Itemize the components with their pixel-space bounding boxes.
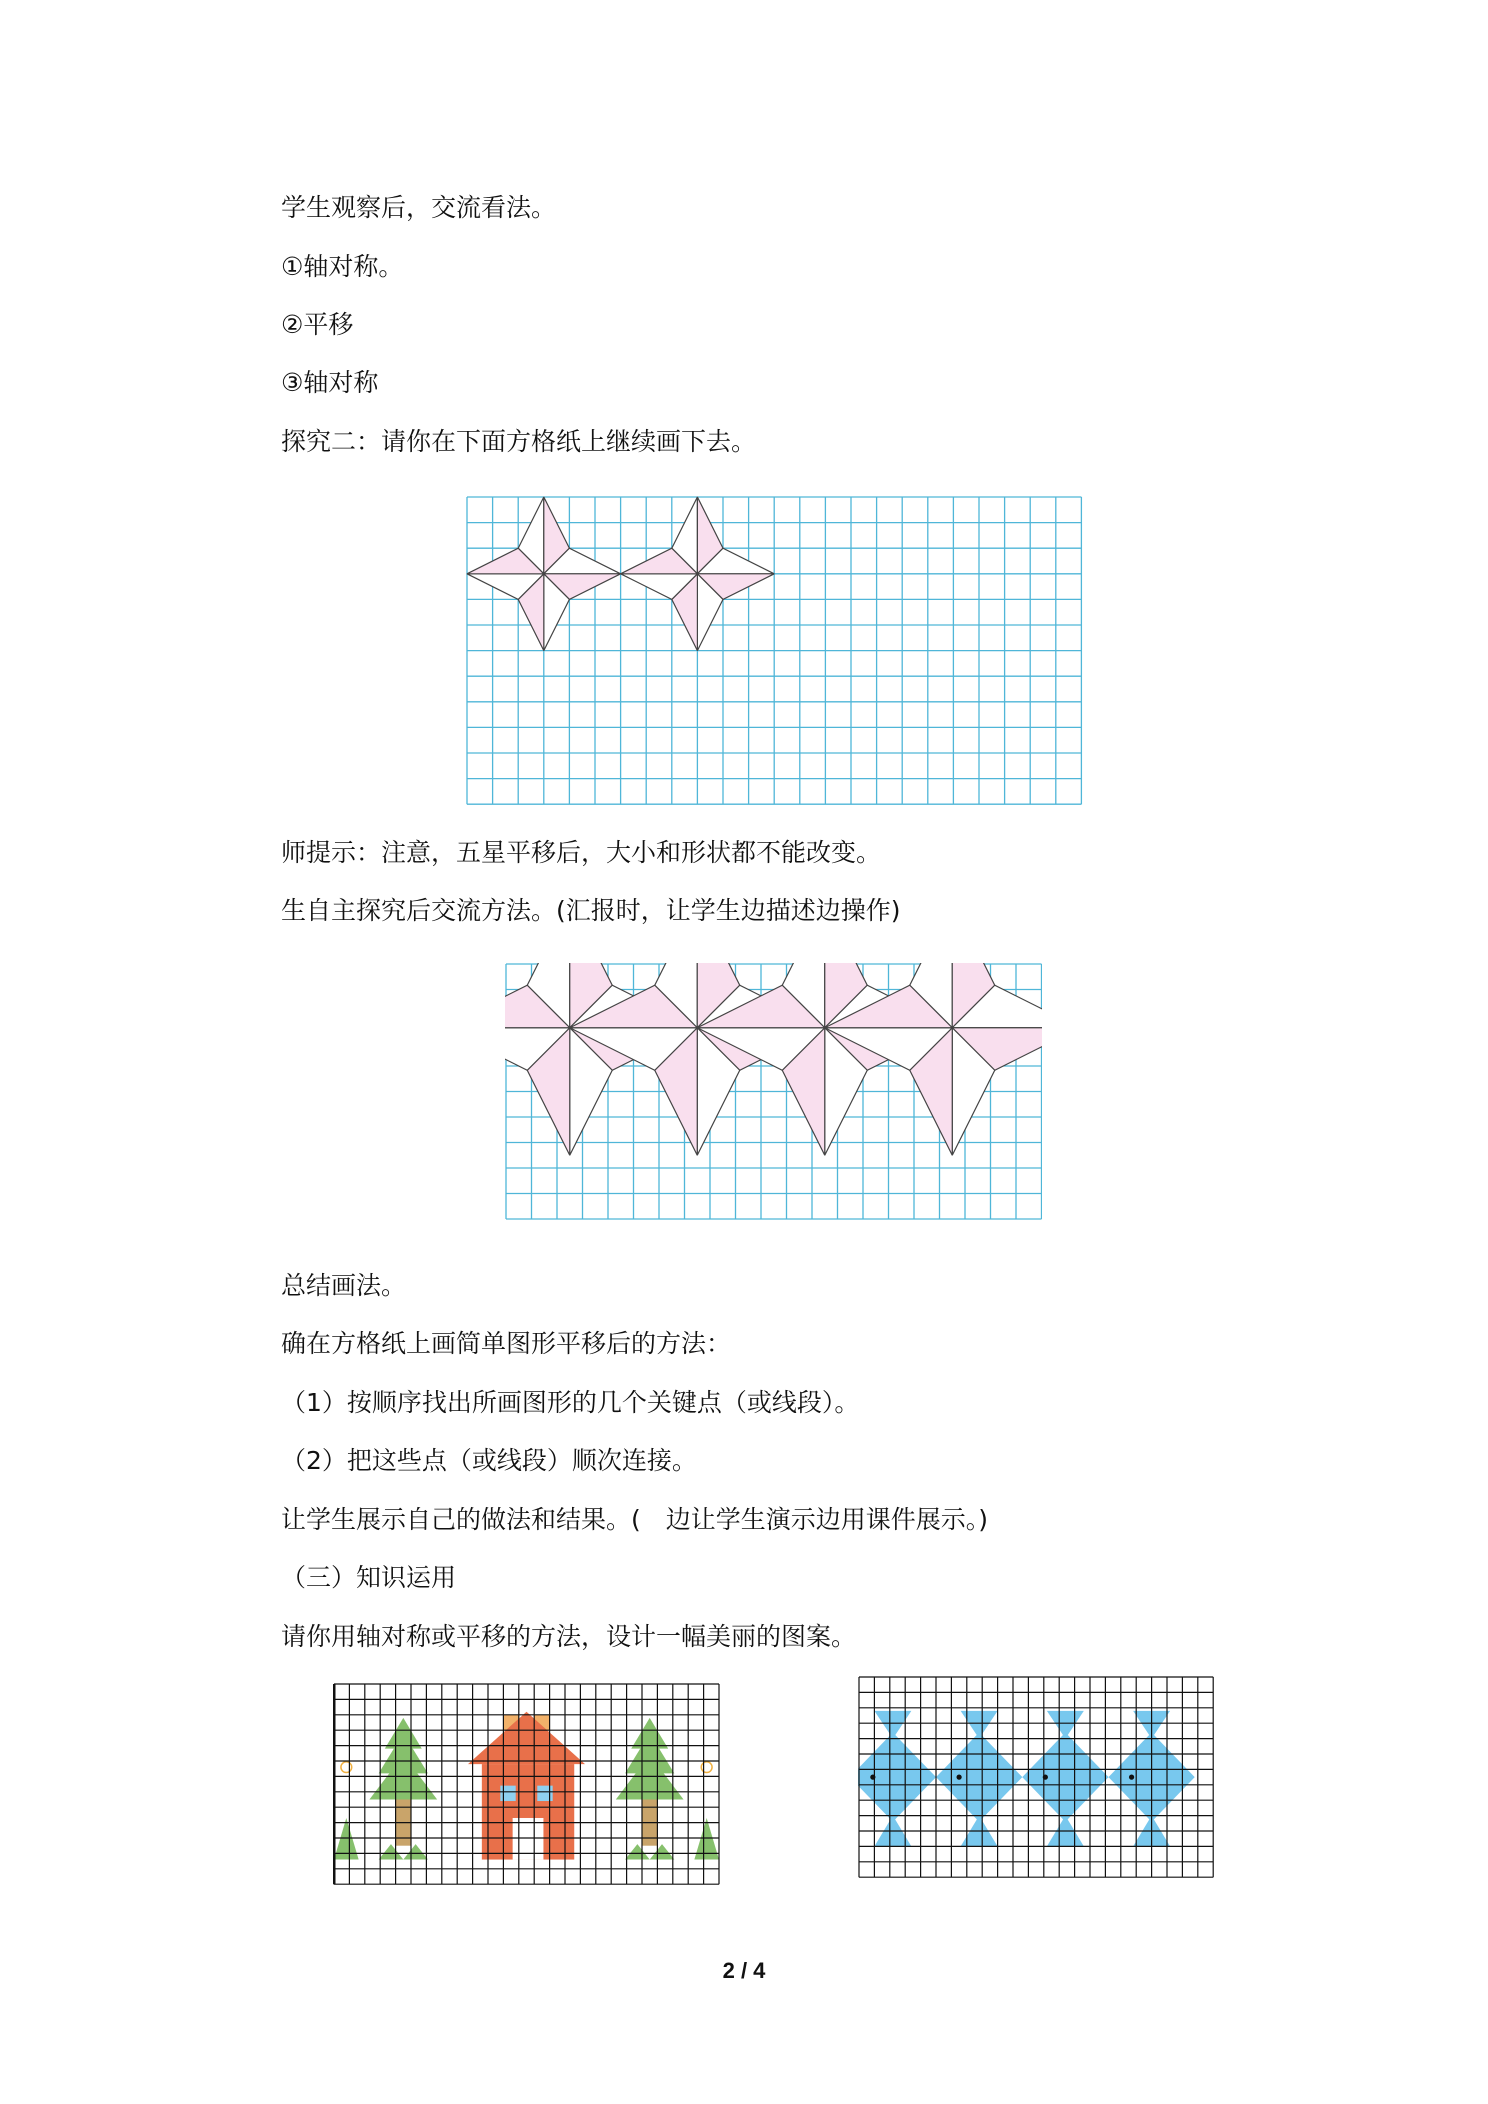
- fish-tail-2: [919, 1760, 936, 1794]
- house-window-right: [537, 1786, 552, 1801]
- text-line-1: 学生观察后，交流看法。: [281, 193, 557, 222]
- text-line-6: 师提示：注意，五星平移后，大小和形状都不能改变。: [281, 838, 882, 867]
- house-tree-pattern-grid: [333, 1683, 723, 1891]
- flower-left: [341, 1762, 352, 1773]
- house-roof: [468, 1712, 585, 1764]
- text-line-12: 让学生展示自己的做法和结果。( 边让学生演示边用课件展示。): [281, 1505, 989, 1534]
- star-grid-exercise: [466, 496, 1083, 805]
- text-line-3: ②平移: [281, 310, 354, 339]
- fish-eye-2: [957, 1775, 962, 1780]
- text-line-7: 生自主探究后交流方法。(汇报时，让学生边描述边操作): [281, 896, 901, 925]
- tree-grass-left: [379, 1844, 428, 1859]
- star-shape: [467, 497, 621, 651]
- fish-drawing: [858, 1711, 1195, 1847]
- text-line-4: ③轴对称: [281, 368, 379, 397]
- fish-pattern-grid: [858, 1676, 1216, 1888]
- fish-tail-3: [1005, 1760, 1022, 1794]
- text-line-9: 确在方格纸上画简单图形平移后的方法：: [281, 1329, 732, 1358]
- fish-eye-4: [1129, 1775, 1134, 1780]
- house-window-left: [500, 1786, 515, 1801]
- flower-right: [701, 1762, 712, 1773]
- tree-grass-right: [625, 1844, 674, 1859]
- text-line-11: （2）把这些点（或线段）顺次连接。: [281, 1446, 697, 1475]
- star-shape: [621, 497, 775, 651]
- star-grid-answer: [505, 963, 1042, 1233]
- text-line-14: 请你用轴对称或平移的方法，设计一幅美丽的图案。: [281, 1622, 857, 1651]
- house-and-trees-drawing: [334, 1712, 719, 1860]
- text-line-13: （三）知识运用: [281, 1563, 457, 1592]
- text-line-2: ①轴对称。: [281, 252, 404, 281]
- text-line-8: 总结画法。: [281, 1271, 407, 1300]
- page-number: 2 / 4: [722, 1958, 766, 1983]
- text-line-10: （1）按顺序找出所画图形的几个关键点（或线段）。: [281, 1388, 860, 1417]
- text-line-5: 探究二：请你在下面方格纸上继续画下去。: [281, 427, 757, 456]
